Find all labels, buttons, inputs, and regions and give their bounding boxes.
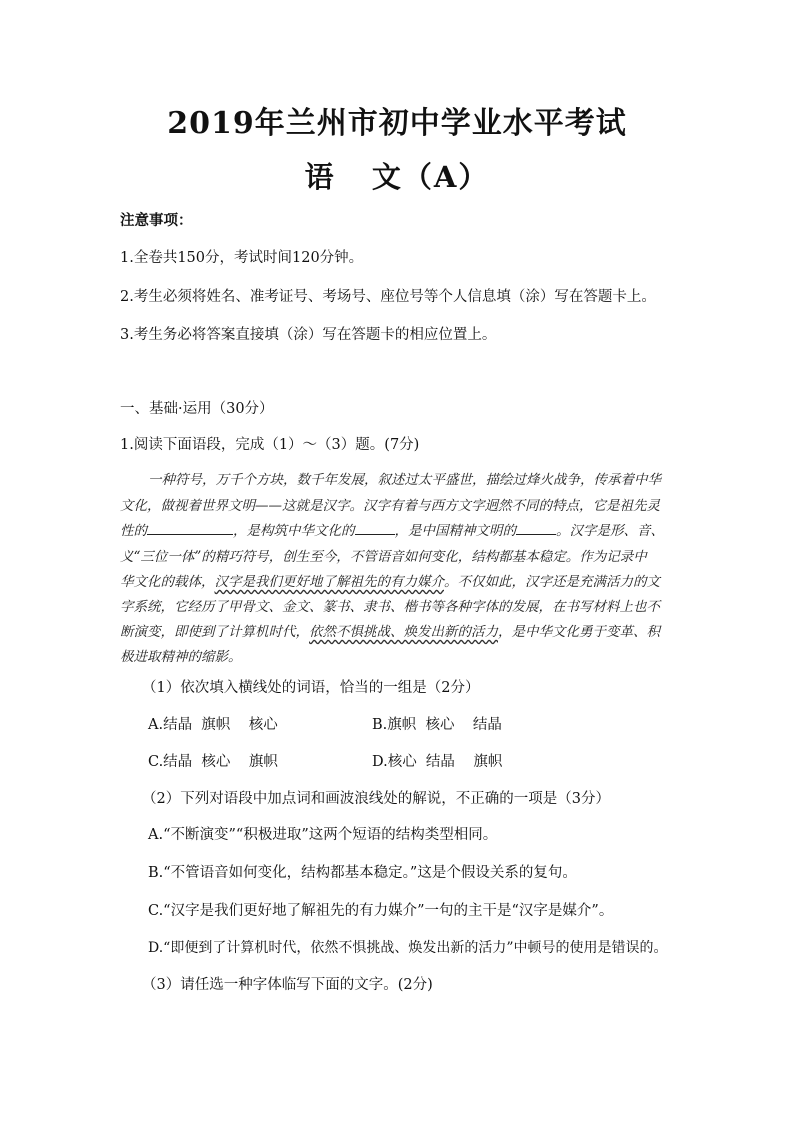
option-a: A.“不断演变”“积极进取”这两个短语的结构类型相同。 [148,827,498,843]
passage-text: ，是中国精神文明的 [394,523,516,539]
passage-text: ，是中华文化勇于变革、积 [498,624,660,640]
passage-line: 字系统，它经历了甲骨文、金文、篆书、隶书、楷书等各种字体的发展，在书写材料上也不 [120,599,660,615]
option-c: C.“汉字是我们更好地了解祖先的有力媒介”一句的主干是“汉字是媒介”。 [148,903,614,919]
wavy-underlined-text: 依然不惧挑战、焕发出新的活力 [309,624,498,640]
passage-line: 极进取精神的缩影。 [120,649,242,665]
option-b: B.“不管语音如何变化，结构都基本稳定。”这是个假设关系的复句。 [148,865,577,881]
passage-text: 。汉字是形、音、 [556,523,664,539]
option-b: B.旗帜 核心 结晶 [372,717,502,733]
passage-line [120,620,660,640]
question-1-2-stem: （2）下列对语段中加点词和画波浪线处的解说，不正确的一项是（3分） [142,791,610,807]
passage-text: ，是构筑中华文化的 [233,523,355,539]
question-1-3-stem: （3）请任选一种字体临写下面的文字。(2分) [142,977,433,993]
option-a: A.结晶 旗帜 核心 [148,717,278,733]
notice-item-1: 1.全卷共150分，考试时间120分钟。 [120,250,364,266]
passage-line: 义“三位一体”的精巧符号，创生至今，不管语音如何变化，结构都基本稳定。作为记录中 [120,549,647,565]
option-c: C.结晶 核心 旗帜 [148,754,278,770]
subject-title: 语 文（A） [304,160,490,194]
option-d: D.核心 结晶 旗帜 [372,754,503,770]
fill-blank-3 [516,522,556,535]
section-heading: 一、基础·运用（30分） [120,401,274,417]
passage-line [120,519,664,539]
question-1-stem: 1.阅读下面语段，完成（1）～（3）题。(7分) [120,437,420,453]
wavy-underlined-text: 汉字是我们更好地了解祖先的有力媒介 [214,574,444,590]
passage-line: 一种符号，万千个方块，数千年发展，叙述过太平盛世，描绘过烽火战争，传承着中华 [148,472,661,488]
passage-text: 性的 [120,523,147,539]
passage-line: 文化，做视着世界文明——这就是汉字。汉字有着与西方文字迥然不同的特点，它是祖先灵 [120,498,660,514]
notice-item-2: 2.考生必须将姓名、准考证号、考场号、座位号等个人信息填（涂）写在答题卡上。 [120,289,656,305]
exam-title: 2019年兰州市初中学业水平考试 [167,106,627,141]
fill-blank-1 [147,522,233,535]
passage-text: 。不仅如此，汉字还是充满活力的文 [444,574,660,590]
passage-text: 华文化的载体， [120,574,215,590]
notice-heading: 注意事项： [120,212,193,229]
fill-blank-2 [355,522,395,535]
question-1-1-stem: （1）依次填入横线处的词语，恰当的一组是（2分） [142,680,480,696]
option-d: D.“即便到了计算机时代，依然不惧挑战、焕发出新的活力”中顿号的使用是错误的。 [148,940,668,956]
passage-line [120,570,660,590]
passage-text: 断演变，即使到了计算机时代， [120,624,309,640]
notice-item-3: 3.考生务必将答案直接填（涂）写在答题卡的相应位置上。 [120,327,497,343]
